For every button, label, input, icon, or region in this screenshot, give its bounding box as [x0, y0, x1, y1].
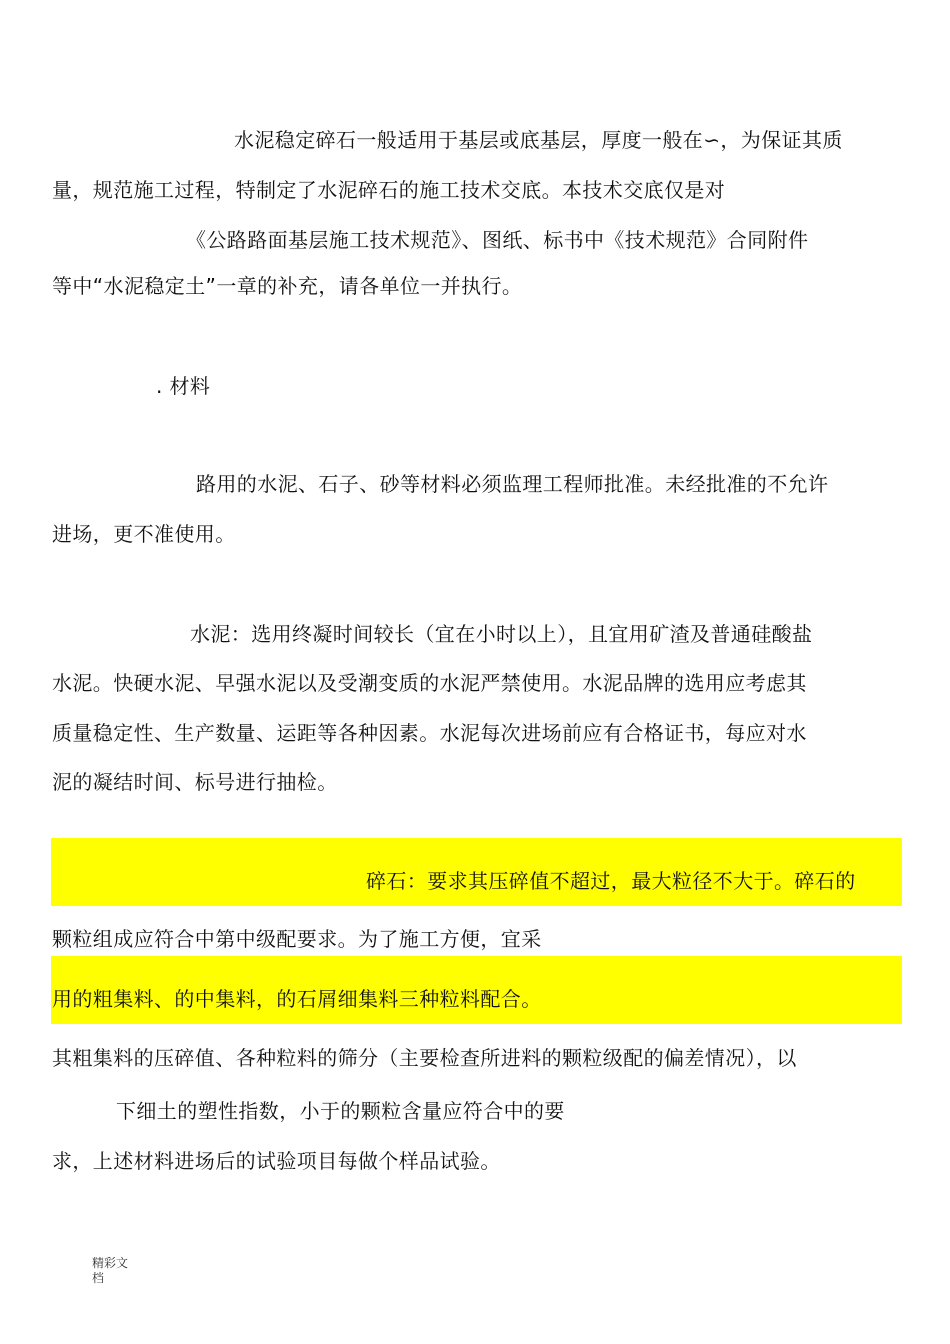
gravel-line-4: 其粗集料的压碎值、各种粒料的筛分（主要检查所进料的颗粒级配的偏差情况），以: [52, 1046, 797, 1070]
cement-line-4: 泥的凝结时间、标号进行抽检。: [52, 770, 338, 794]
approval-line-1: 路用的水泥、石子、砂等材料必须监理工程师批准。未经批准的不允许: [196, 472, 829, 496]
intro-line-4: 等中“水泥稳定土”一章的补充，请各单位一并执行。: [52, 274, 523, 298]
approval-line-2: 进场，更不准使用。: [52, 522, 236, 546]
intro-line-2: 量，规范施工过程，特制定了水泥碎石的施工技术交底。本技术交底仅是对: [52, 178, 726, 202]
gravel-line-5: 下细土的塑性指数，小于的颗粒含量应符合中的要: [116, 1099, 565, 1123]
page-footer: [92, 1256, 128, 1286]
gravel-line-2: 颗粒组成应符合中第中级配要求。为了施工方便，宜采: [52, 927, 542, 951]
gravel-line-3: 用的粗集料、的中集料，的石屑细集料三种粒料配合。: [52, 987, 542, 1011]
gravel-line-6: 求，上述材料进场后的试验项目每做个样品试验。: [52, 1149, 501, 1173]
intro-line-1: 水泥稳定碎石一般适用于基层或底基层，厚度一般在∽，为保证其质: [234, 128, 843, 152]
cement-line-3: 质量稳定性、生产数量、运距等各种因素。水泥每次进场前应有合格证书，每应对水: [52, 721, 807, 745]
footer-line-1: 精彩文: [92, 1256, 129, 1270]
gravel-line-1: 碎石：要求其压碎值不超过，最大粒径不大于。碎石的: [366, 869, 856, 893]
intro-line-3: 《公路路面基层施工技术规范》、图纸、标书中《技术规范》合同附件: [186, 228, 809, 252]
cement-line-1: 水泥：选用终凝时间较长（宜在小时以上），且宜用矿渣及普通硅酸盐: [190, 622, 813, 646]
section-heading: . 材料: [156, 374, 211, 398]
cement-line-2: 水泥。快硬水泥、早强水泥以及受潮变质的水泥严禁使用。水泥品牌的选用应考虑其: [52, 671, 807, 695]
footer-line-2: 档: [92, 1271, 105, 1285]
